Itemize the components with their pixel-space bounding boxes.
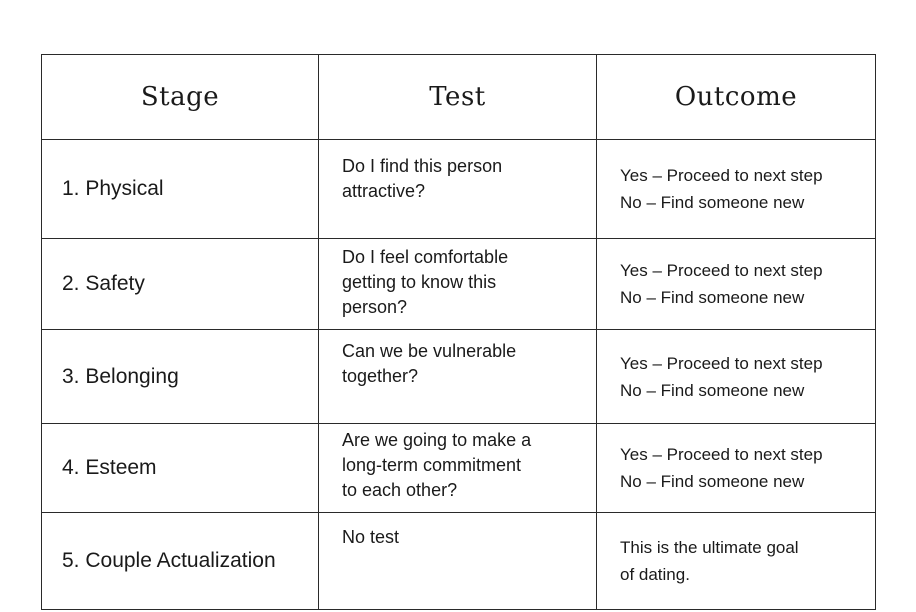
table-row bbox=[42, 140, 876, 239]
outcome-line: This is the ultimate goal bbox=[620, 538, 799, 557]
outcome-line: No – Find someone new bbox=[620, 193, 805, 212]
test-cell bbox=[319, 330, 597, 424]
test-line: getting to know this bbox=[342, 272, 497, 292]
test-cell bbox=[319, 140, 597, 239]
test-cell bbox=[319, 239, 597, 330]
outcome-line: Yes – Proceed to next step bbox=[620, 353, 823, 373]
test-line: long-term commitment bbox=[342, 455, 522, 475]
header-test: Test bbox=[319, 55, 597, 140]
outcome-line: Yes – Proceed to next step bbox=[620, 166, 823, 185]
test-line: Are we going to make a bbox=[342, 430, 532, 450]
table-header-row bbox=[42, 55, 876, 140]
table-row bbox=[42, 424, 876, 513]
stage-cell: 3. Belonging bbox=[42, 330, 319, 424]
outcome-line: Yes – Proceed to next step bbox=[620, 261, 823, 280]
test-line: Do I feel comfortable bbox=[342, 247, 509, 267]
test-line: person? bbox=[342, 297, 408, 317]
test-line: attractive? bbox=[342, 181, 426, 201]
outcome-line: of dating. bbox=[620, 565, 690, 584]
outcome-cell bbox=[597, 140, 876, 239]
dating-stages-table bbox=[41, 54, 876, 610]
test-line: to each other? bbox=[342, 480, 458, 500]
header-stage: Stage bbox=[42, 55, 319, 140]
outcome-cell bbox=[597, 330, 876, 424]
outcome-line: Yes – Proceed to next step bbox=[620, 445, 823, 464]
outcome-cell bbox=[597, 424, 876, 513]
test-cell bbox=[319, 424, 597, 513]
outcome-line: No – Find someone new bbox=[620, 472, 805, 491]
outcome-line: No – Find someone new bbox=[620, 380, 805, 400]
test-line: Can we be vulnerable bbox=[342, 341, 517, 361]
stage-cell: 5. Couple Actualization bbox=[42, 513, 319, 610]
header-outcome: Outcome bbox=[597, 55, 876, 140]
test-line: No test bbox=[342, 527, 400, 547]
table-row bbox=[42, 330, 876, 424]
stage-cell: 2. Safety bbox=[42, 239, 319, 330]
test-line: Do I find this person bbox=[342, 156, 503, 176]
outcome-cell bbox=[597, 239, 876, 330]
test-line: together? bbox=[342, 366, 419, 386]
table-row bbox=[42, 239, 876, 330]
outcome-cell bbox=[597, 513, 876, 610]
table-row bbox=[42, 513, 876, 610]
stage-cell: 1. Physical bbox=[42, 140, 319, 239]
outcome-line: No – Find someone new bbox=[620, 288, 805, 307]
stage-cell: 4. Esteem bbox=[42, 424, 319, 513]
test-cell bbox=[319, 513, 597, 610]
